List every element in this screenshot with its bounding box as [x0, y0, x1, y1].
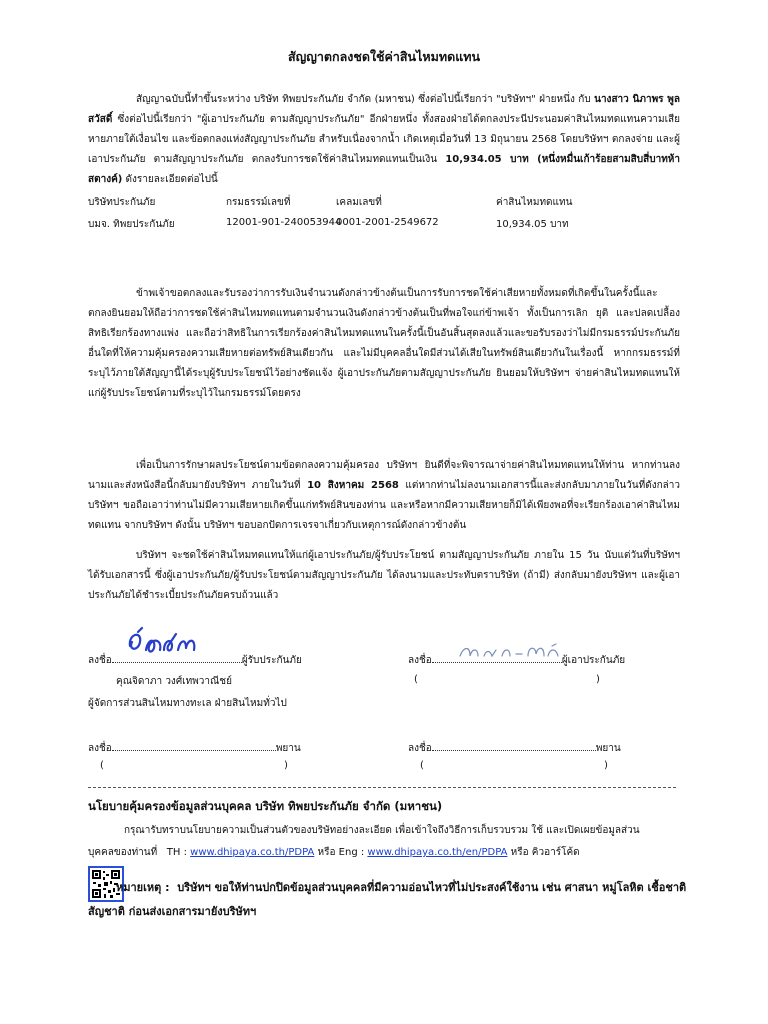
- witness-1-sign-field[interactable]: [112, 740, 276, 751]
- witness-2-sign-line: [408, 740, 621, 756]
- witness-2-paren-close: ): [604, 760, 608, 771]
- header-policy-no: กรมธรรม์เลขที่: [226, 197, 291, 208]
- th-label: TH :: [166, 847, 187, 858]
- witness-2-role: พยาน: [595, 743, 621, 754]
- payment-text: บริษัทฯ จะชดใช้ค่าสินไหมทดแทนให้แก่ผู้เอาประกันภัย/ผู้รับประโยชน์ ตามสัญญาประกันภัย ภายใน 15 วัน นับแต่วันที่บริษัทฯ ได้รับเอกสารนี้ ซึ่งผู้เอาประกันภัย/ผู้รับประโยชน์ตามสัญญาประกันภัย ได้ลงนามและประทับตราบริษัท (ถ้ามี) ส่งกลับมายังบริษัทฯ และผู้เอาประกันภัยได้ชำระเบี้ยประกันภัยครบถ้วนแล้ว: [88, 550, 680, 601]
- pdpa-body: [88, 820, 680, 864]
- witness-2-paren-open: (: [420, 760, 424, 771]
- cell-indemnity: 10,934.05 บาท: [496, 219, 569, 230]
- sign-prefix: ลงชื่อ: [408, 743, 432, 754]
- deadline-text-2: แต่หากท่านไม่ลงนามเอกสารนี้และส่งกลับมาภายในวันที่ดังกล่าว บริษัทฯ ขอถือเอาว่าท่านไม่มีความเสียหายเกิดขึ้นแก่ทรัพย์สินของท่าน และหรือหากมีความเสียหายก็มิได้เพียงพอที่จะเรียกร้องเอาค่าสินไหมทดแทน จากบริษัทฯ ดังนั้น บริษัทฯ ขอบอกปัดการเจรจาเกี่ยวกับเหตุการณ์ดังกล่าวข้างต้น: [88, 480, 680, 531]
- intro-text-1: สัญญาฉบับนี้ทำขึ้นระหว่าง บริษัท ทิพยประกันภัย จำกัด (มหาชน) ซึ่งต่อไปนี้เรียกว่า "บริษัทฯ" ฝ่ายหนึ่ง กับ: [136, 94, 595, 105]
- header-insurer: บริษัทประกันภัย: [88, 197, 156, 208]
- intro-text-2: ซึ่งต่อไปนี้เรียกว่า "ผู้เอาประกันภัย ตามสัญญาประกันภัย" อีกฝ่ายหนึ่ง ทั้งสองฝ่ายได้ตกลงประนีประนอมค่าสินไหมทดแทนความเสียหายภายใต้เงื่อนไข และข้อตกลงแห่งสัญญาประกันภัย สำหรับเนื่องจากน้ำ เกิดเหตุเมื่อวันที่ 13 มิถุนายน 2568 โดยบริษัทฯ ตกลงจ่าย และผู้เอาประกันภัย ตามสัญญาประกันภัย ตกลงรับการชดใช้ค่าสินไหมทดแทนเป็นเงิน: [88, 114, 680, 165]
- sign-prefix: ลงชื่อ: [88, 743, 112, 754]
- receiver-role: ผู้รับประกันภัย: [241, 655, 302, 666]
- insured-sign-field[interactable]: [432, 652, 562, 663]
- payment-paragraph: [88, 546, 680, 606]
- or-text: หรือ: [317, 847, 336, 858]
- witness-1-paren-close: ): [284, 760, 288, 771]
- witness-1-role: พยาน: [275, 743, 301, 754]
- intro-paragraph: [88, 90, 680, 190]
- witness-1-paren-open: (: [100, 760, 104, 771]
- insured-role: ผู้เอาประกันภัย: [561, 655, 626, 666]
- insured-sign-line: [408, 652, 625, 668]
- insured-name-paren-close: ): [596, 674, 600, 685]
- note-text: บริษัทฯ ขอให้ท่านปกปิดข้อมูลส่วนบุคคลที่มีความอ่อนไหวที่ไม่ประสงค์ใช้งาน เช่น ศาสนา หมู่โลหิต เชื้อชาติ สัญชาติ ก่อนส่งเอกสารมายังบริษัทฯ: [88, 881, 687, 918]
- note-label: หมายเหตุ :: [116, 881, 170, 894]
- en-pdpa-link[interactable]: www.dhipaya.co.th/en/PDPA: [367, 847, 508, 858]
- insured-name: นางสาว นิภาพร พูลสวัสดิ์: [88, 94, 680, 125]
- pdpa-line-2: บุคคลของท่านที่: [88, 847, 158, 858]
- receiver-sign-field[interactable]: [112, 652, 242, 663]
- deadline-paragraph: [88, 456, 680, 536]
- deadline-date: 10 สิงหาคม 2568: [307, 480, 399, 491]
- header-claim-no: เคลมเลขที่: [336, 197, 382, 208]
- note: [88, 876, 688, 924]
- pdpa-title: นโยบายคุ้มครองข้อมูลส่วนบุคคล บริษัท ทิพยประกันภัย จำกัด (มหาชน): [88, 799, 443, 813]
- pdpa-line-1: กรุณารับทราบนโยบายความเป็นส่วนตัวของบริษัทอย่างละเอียด เพื่อเข้าใจถึงวิธีการเก็บรวบรวม ใช้ และเปิดเผยข้อมูลส่วน: [124, 825, 640, 836]
- th-pdpa-link[interactable]: www.dhipaya.co.th/PDPA: [190, 847, 315, 858]
- witness-1-sign-line: [88, 740, 301, 756]
- receiver-position: ผู้จัดการส่วนสินไหมทางทะเล ฝ่ายสินไหมทั่วไป: [88, 698, 287, 709]
- receiver-sign-line: [88, 652, 302, 668]
- agreement-text: ข้าพเจ้าขอตกลงและรับรองว่าการรับเงินจำนวนดังกล่าวข้างต้นเป็นการรับการชดใช้ค่าเสียหายทั้งหมดที่เกิดขึ้นในครั้งนี้และตกลงยินยอมให้ถือว่าการชดใช้ค่าสินไหมทดแทนตามจำนวนเงินดังกล่าวข้างต้นเป็นที่พอใจแก่ข้าพเจ้า ทั้งเป็นการเลิก ยุติ และปลดเปลื้องสิทธิเรียกร้องทางแพ่ง และถือว่าสิทธิในการเรียกร้องค่าสินไหมทดแทนในครั้งนี้เป็นอันสิ้นสุดลงแล้วและขอรับรองว่าไม่มีกรมธรรม์ประกันภัยอื่นใดที่ให้ความคุ้มครองความเสียหายต่อทรัพย์สินเดียวกัน และไม่มีบุคคลอื่นใดมีส่วนได้เสียในทรัพย์สินเดียวกันในเรื่องนี้ หากกรมธรรม์ที่ระบุไว้ภายใต้สัญญานี้ได้ระบุผู้รับประโยชน์ไว้อย่างชัดแจ้ง ผู้เอาประกันภัยตามสัญญาประกันภัย ยินยอมให้บริษัทฯ จ่ายค่าสินไหมทดแทนให้แก่ผู้รับประโยชน์ตามที่ระบุไว้ในกรมธรรม์โดยตรง: [88, 288, 680, 399]
- deadline-text-1: เพื่อเป็นการรักษาผลประโยชน์ตามข้อตกลงความคุ้มครอง บริษัทฯ ยินดีที่จะพิจารณาจ่ายค่าสินไหมทดแทนให้ท่าน หากท่านลงนามและส่งหนังสือนี้กลับมายังบริษัทฯ ภายในวันที่: [88, 460, 680, 491]
- section-divider: [88, 787, 676, 788]
- insured-name-paren-open: (: [414, 674, 418, 685]
- claim-amount: 10,934.05 บาท (หนึ่งหมื่นเก้าร้อยสามสิบสี่บาทห้าสตางค์): [88, 154, 680, 185]
- cell-claim-no: 0001-2001-2549672: [336, 217, 439, 228]
- agreement-paragraph: [88, 284, 680, 404]
- intro-text-3: ดังรายละเอียดต่อไปนี้: [122, 174, 218, 185]
- receiver-name: คุณจิดาภา วงศ์เทพวาณีชย์: [116, 676, 232, 687]
- en-label: Eng :: [338, 847, 365, 858]
- header-indemnity: ค่าสินไหมทดแทน: [496, 197, 573, 208]
- cell-policy-no: 12001-901-240053944: [226, 217, 342, 228]
- or-qr-text: หรือ คิวอาร์โค้ด: [510, 847, 580, 858]
- witness-2-sign-field[interactable]: [432, 740, 596, 751]
- sign-prefix: ลงชื่อ: [88, 655, 112, 666]
- sign-prefix: ลงชื่อ: [408, 655, 432, 666]
- document-title: สัญญาตกลงชดใช้ค่าสินไหมทดแทน: [287, 49, 481, 64]
- cell-insurer: บมจ. ทิพยประกันภัย: [88, 219, 175, 230]
